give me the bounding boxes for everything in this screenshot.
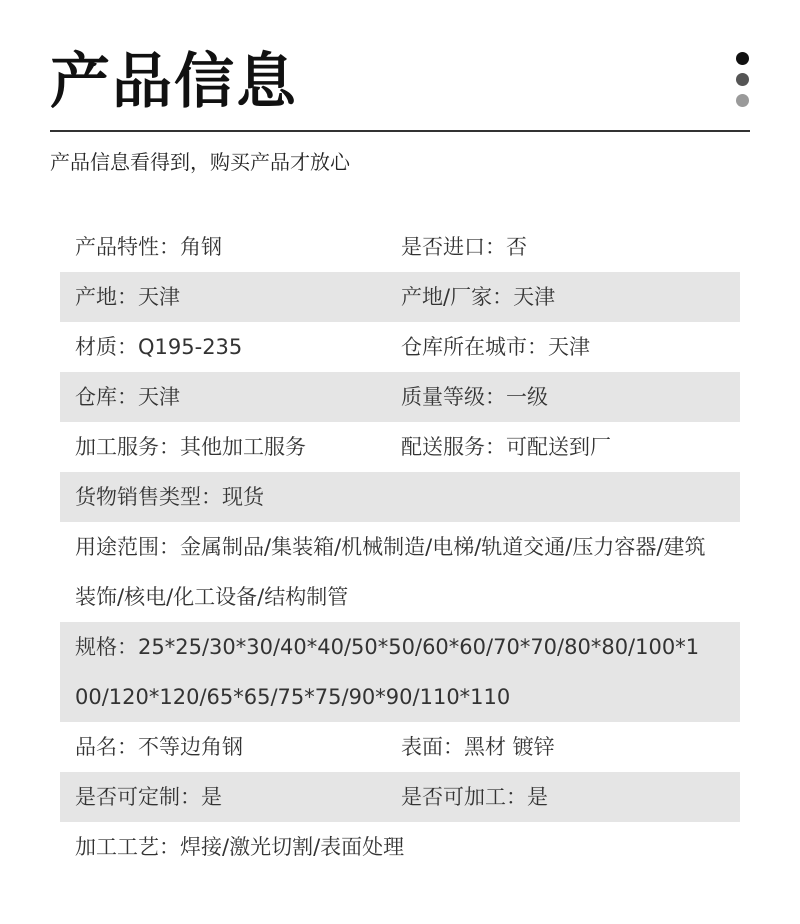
- product-spec-table: [60, 222, 740, 872]
- spec-origin: 产地：天津: [75, 285, 180, 309]
- spec-processable: 是否可加工：是: [401, 785, 548, 809]
- spec-row: [60, 772, 740, 822]
- dot-dark-icon: [736, 52, 749, 65]
- title-divider: [50, 130, 750, 132]
- spec-row: [60, 322, 740, 372]
- page-subtitle: 产品信息看得到，购买产品才放心: [50, 150, 350, 174]
- menu-dots-icon: [736, 52, 750, 115]
- spec-warehouse-city: 仓库所在城市：天津: [401, 335, 590, 359]
- spec-usage-range: 用途范围：金属制品/集装箱/机械制造/电梯/轨道交通/压力容器/建筑装饰/核电/化工设备/结构制管: [75, 535, 706, 609]
- spec-row: [60, 272, 740, 322]
- spec-sales-type: 货物销售类型：现货: [75, 485, 264, 509]
- spec-processing-service: 加工服务：其他加工服务: [75, 435, 306, 459]
- spec-row: [60, 222, 740, 272]
- spec-row: [60, 422, 740, 472]
- dot-mid-icon: [736, 73, 749, 86]
- spec-row: [60, 522, 740, 622]
- spec-warehouse: 仓库：天津: [75, 385, 180, 409]
- page-title: 产品信息: [50, 47, 298, 117]
- spec-surface: 表面：黑材 镀锌: [401, 735, 555, 759]
- spec-origin-manufacturer: 产地/厂家：天津: [401, 285, 556, 309]
- spec-dimensions: 规格：25*25/30*30/40*40/50*50/60*60/70*70/80*80/100*100/120*120/65*65/75*75/90*90/110*110: [75, 635, 700, 709]
- spec-row: [60, 622, 740, 722]
- spec-product-feature: 产品特性：角钢: [75, 235, 222, 259]
- spec-product-name: 品名：不等边角钢: [75, 735, 243, 759]
- spec-row: [60, 822, 740, 872]
- spec-quality-grade: 质量等级：一级: [401, 385, 548, 409]
- spec-imported: 是否进口：否: [401, 235, 527, 259]
- spec-material: 材质：Q195-235: [75, 335, 243, 359]
- spec-customizable: 是否可定制：是: [75, 785, 222, 809]
- spec-row: [60, 372, 740, 422]
- spec-processing-technique: 加工工艺：焊接/激光切割/表面处理: [75, 835, 405, 859]
- spec-row: [60, 722, 740, 772]
- spec-delivery-service: 配送服务：可配送到厂: [401, 435, 611, 459]
- spec-row: [60, 472, 740, 522]
- dot-light-icon: [736, 94, 749, 107]
